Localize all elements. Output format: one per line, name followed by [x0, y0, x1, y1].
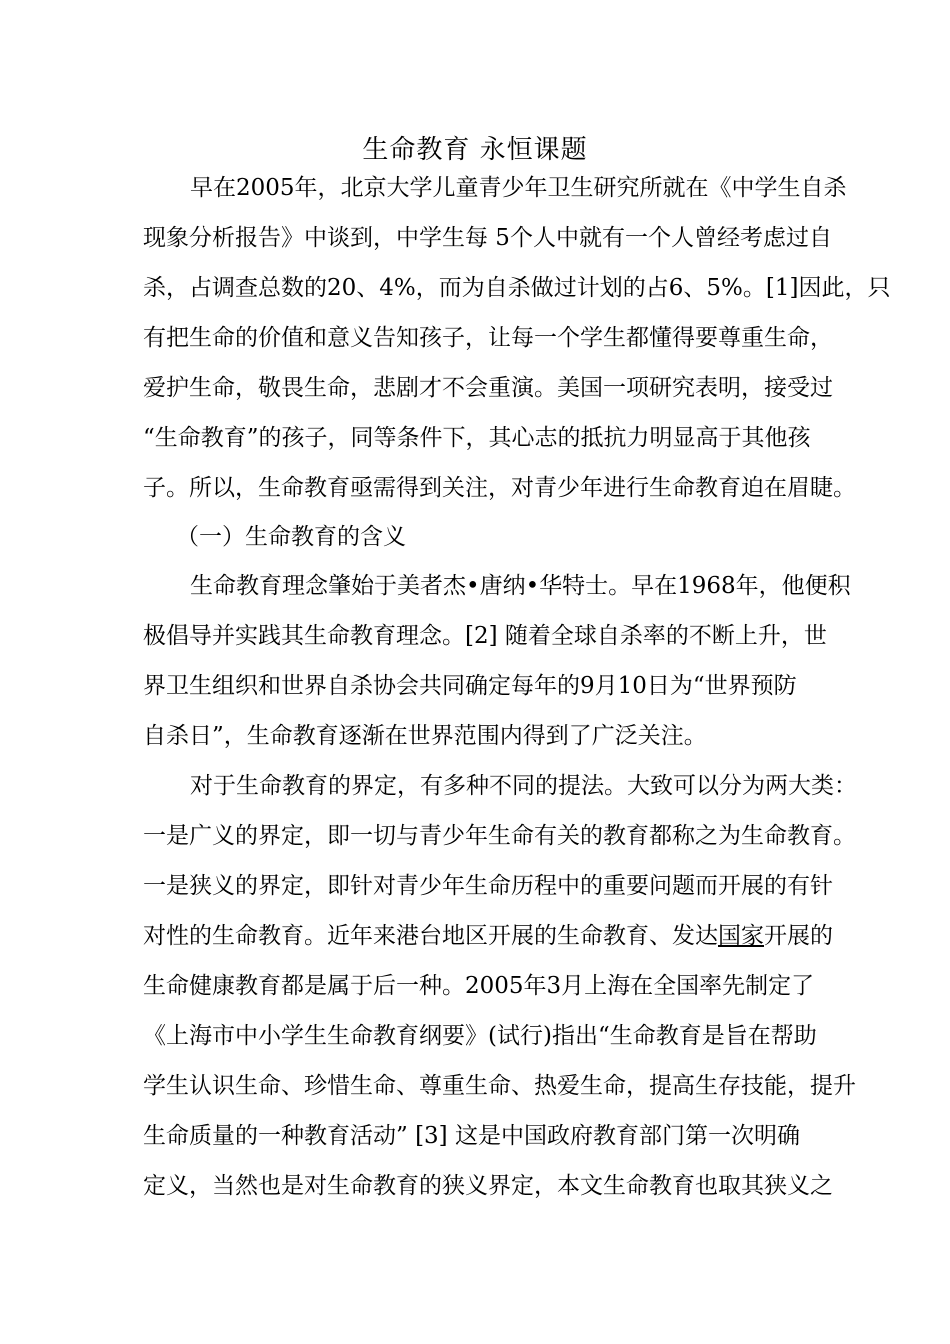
paragraph-line: 爱护生命，敬畏生命，悲剧才不会重演。美国一项研究表明，接受过 — [143, 375, 833, 401]
paragraph-line: 杀，占调查总数的20、4%，而为自杀做过计划的占6、5%。[1]因此，只 — [143, 275, 891, 301]
paragraph-line — [143, 916, 833, 956]
paragraph-line: 《上海市中小学生生命教育纲要》(试行)指出“生命教育是旨在帮助 — [143, 1023, 817, 1049]
paragraph-line: 现象分析报告》中谈到，中学生每 5个人中就有一个人曾经考虑过自 — [143, 225, 832, 251]
paragraph-line: 一是广义的界定，即一切与青少年生命有关的教育都称之为生命教育。 — [143, 823, 856, 849]
paragraph-line: 界卫生组织和世界自杀协会共同确定每年的9月10日为“世界预防 — [143, 673, 797, 699]
paragraph-line: “生命教育”的孩子，同等条件下，其心志的抵抗力明显高于其他孩 — [143, 425, 811, 451]
paragraph-line: 早在2005年，北京大学儿童青少年卫生研究所就在《中学生自杀 — [190, 175, 847, 201]
paragraph-line: 生命教育理念肇始于美者杰•唐纳•华特士。早在1968年，他便积 — [190, 573, 851, 599]
paragraph-line: 自杀日”，生命教育逐渐在世界范围内得到了广泛关注。 — [143, 723, 707, 749]
paragraph-line: 生命健康教育都是属于后一种。2005年3月上海在全国率先制定了 — [143, 973, 815, 999]
paragraph-line: 学生认识生命、珍惜生命、尊重生命、热爱生命，提高生存技能，提升 — [143, 1073, 856, 1099]
document-title: 生命教育 永恒课题 — [362, 135, 588, 165]
line-text: 对性的生命教育。近年来港台地区开展的生命教育、发达 — [143, 923, 718, 949]
paragraph-line: 定义，当然也是对生命教育的狭义界定，本文生命教育也取其狭义之 — [143, 1173, 833, 1199]
paragraph-line: 极倡导并实践其生命教育理念。[2] 随着全球自杀率的不断上升，世 — [143, 623, 827, 649]
paragraph-line: 对于生命教育的界定，有多种不同的提法。大致可以分为两大类： — [190, 773, 857, 799]
paragraph-line: 有把生命的价值和意义告知孩子，让每一个学生都懂得要尊重生命， — [143, 325, 833, 351]
underlined-link-text[interactable]: 国家 — [718, 923, 764, 949]
paragraph-line: 一是狭义的界定，即针对青少年生命历程中的重要问题而开展的有针 — [143, 873, 833, 899]
paragraph-line: 子。所以，生命教育亟需得到关注，对青少年进行生命教育迫在眉睫。 — [143, 475, 856, 501]
paragraph-line: 生命质量的一种教育活动” [3] 这是中国政府教育部门第一次明确 — [143, 1123, 800, 1149]
line-text: 开展的 — [764, 923, 833, 949]
section-heading: （一）生命教育的含义 — [176, 524, 406, 550]
